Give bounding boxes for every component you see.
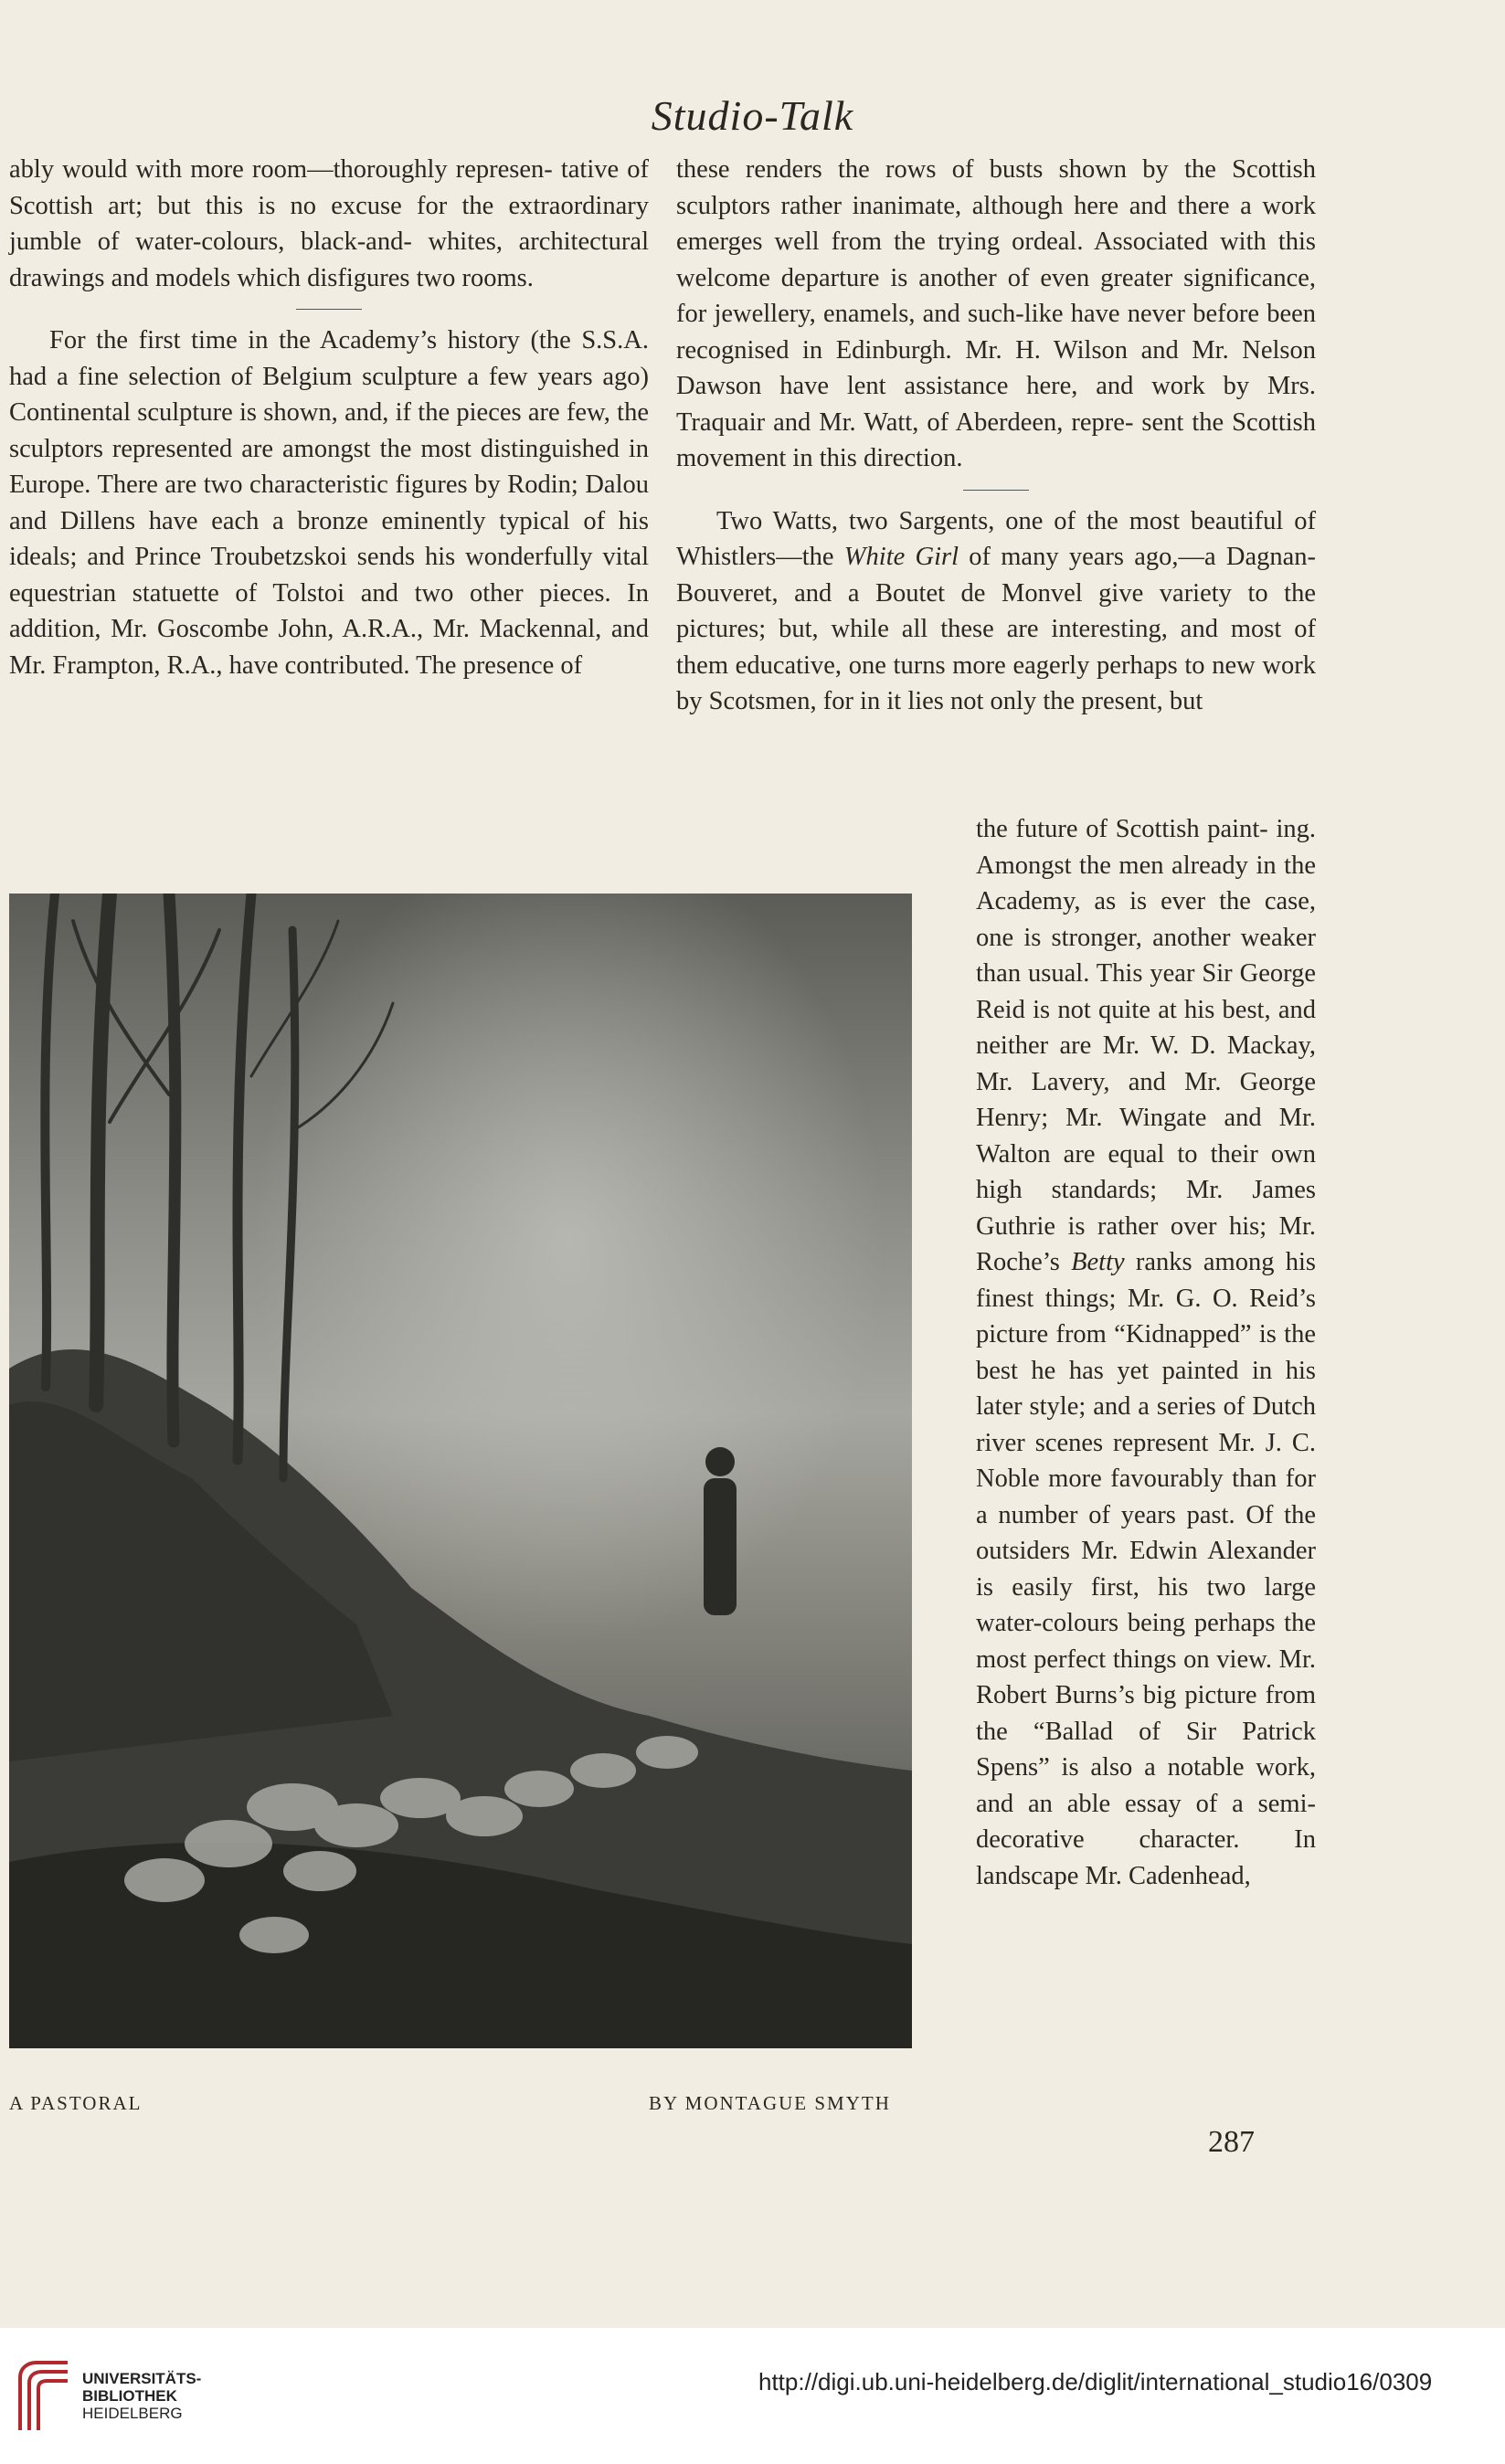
artwork-title: White Girl	[843, 543, 959, 571]
paragraph	[976, 811, 1316, 1894]
pastoral-painting-image	[9, 894, 912, 2048]
paragraph: ably would with more room—thoroughly represen- tative of Scottish art; but this is no excuse for the extraordinary jumble of water-colours, black-and- whites, architectural drawings and models which disfigures two rooms.	[9, 155, 649, 292]
paragraph-text: Two Watts, two Sargents, one of the most beautiful of Whistlers—the	[676, 506, 1316, 571]
section-divider	[296, 309, 362, 310]
paragraph: these renders the rows of busts shown by the Scottish sculptors rather inanimate, although here and there a work emerges well from the trying ordeal. Associated with this welcome departure is another of even greater significance, for jewellery, enamels, and such-like have never before been recognised in Edinburgh. Mr. H. Wilson and Mr. Nelson Dawson have lent assistance here, and work by Mrs. Traquair and Mr. Watt, of Aberdeen, repre- sent the Scottish movement in this direction.	[676, 155, 1316, 472]
right-column-continuation	[976, 811, 1316, 1894]
library-name-line: HEIDELBERG	[82, 2405, 183, 2422]
library-name-line: UNIVERSITÄTS-	[82, 2370, 202, 2387]
running-head-title: Studio-Talk	[651, 92, 854, 139]
library-name-line: BIBLIOTHEK	[82, 2387, 177, 2405]
illustration-title: A PASTORAL	[9, 2092, 143, 2114]
page-number: 287	[1208, 2125, 1255, 2159]
paragraph-text: of many years ago,—a Dagnan-Bouveret, and a Boutet de Monvel give variety to the pictures; but, while all these are interesting, and most of them educative, one turns more eagerly perhaps to new work by Scotsmen, for in it lies not only the present, but	[676, 543, 1316, 715]
illustration-artist: BY MONTAGUE SMYTH	[649, 2092, 891, 2114]
artwork-title: Betty	[1071, 1248, 1125, 1276]
pastoral-painting-plate	[9, 894, 912, 2048]
paragraph: For the first time in the Academy’s history (the S.S.A. had a fine selection of Belgium sculpture a few years ago) Continental sculpture is shown, and, if the pieces are few, the sculptors represented are amongst the most distinguished in Europe. There are two characteristic figures by Rodin; Dalou and Dillens have each a bronze eminently typical of his ideals; and Prince Troubetzskoi sends his wonderfully vital equestrian statuette of Tolstoi and two other pieces. In addition, Mr. Goscombe John, A.R.A., Mr. Mackennal, and Mr. Frampton, R.A., have contributed. The presence of	[9, 326, 649, 680]
library-logo-icon	[15, 2359, 71, 2432]
source-url-link[interactable]: http://digi.ub.uni-heidelberg.de/diglit/international_studio16/0309	[758, 2368, 1433, 2395]
section-divider	[963, 490, 1029, 491]
paragraph-text: the future of Scottish paint- ing. Amongst the men already in the Academy, as is ever the case, one is stronger, another weaker than usual. This year Sir George Reid is not quite at his best, and neither are Mr. W. D. Mackay, Mr. Lavery, and Mr. George Henry; Mr. Wingate and Mr. Walton are equal to their own high standards; Mr. James Guthrie is rather over his; Mr. Roche’s	[976, 815, 1316, 1276]
paragraph	[676, 503, 1316, 720]
paragraph-text: ranks among his finest things; Mr. G. O. Reid’s picture from “Kidnapped” is the best he has yet painted in his later style; and a series of Dutch river scenes represent Mr. J. C. Noble more favourably than for a number of years past. Of the outsiders Mr. Edwin Alexander is easily first, his two large water-colours being perhaps the most perfect things on view. Mr. Robert Burns’s big picture from the “Ballad of Sir Patrick Spens” is also a notable work, and an able essay of a semi- decorative character. In landscape Mr. Cadenhead,	[976, 1248, 1316, 1890]
left-column	[9, 152, 649, 683]
right-column	[676, 152, 1316, 720]
library-name	[82, 2370, 201, 2422]
